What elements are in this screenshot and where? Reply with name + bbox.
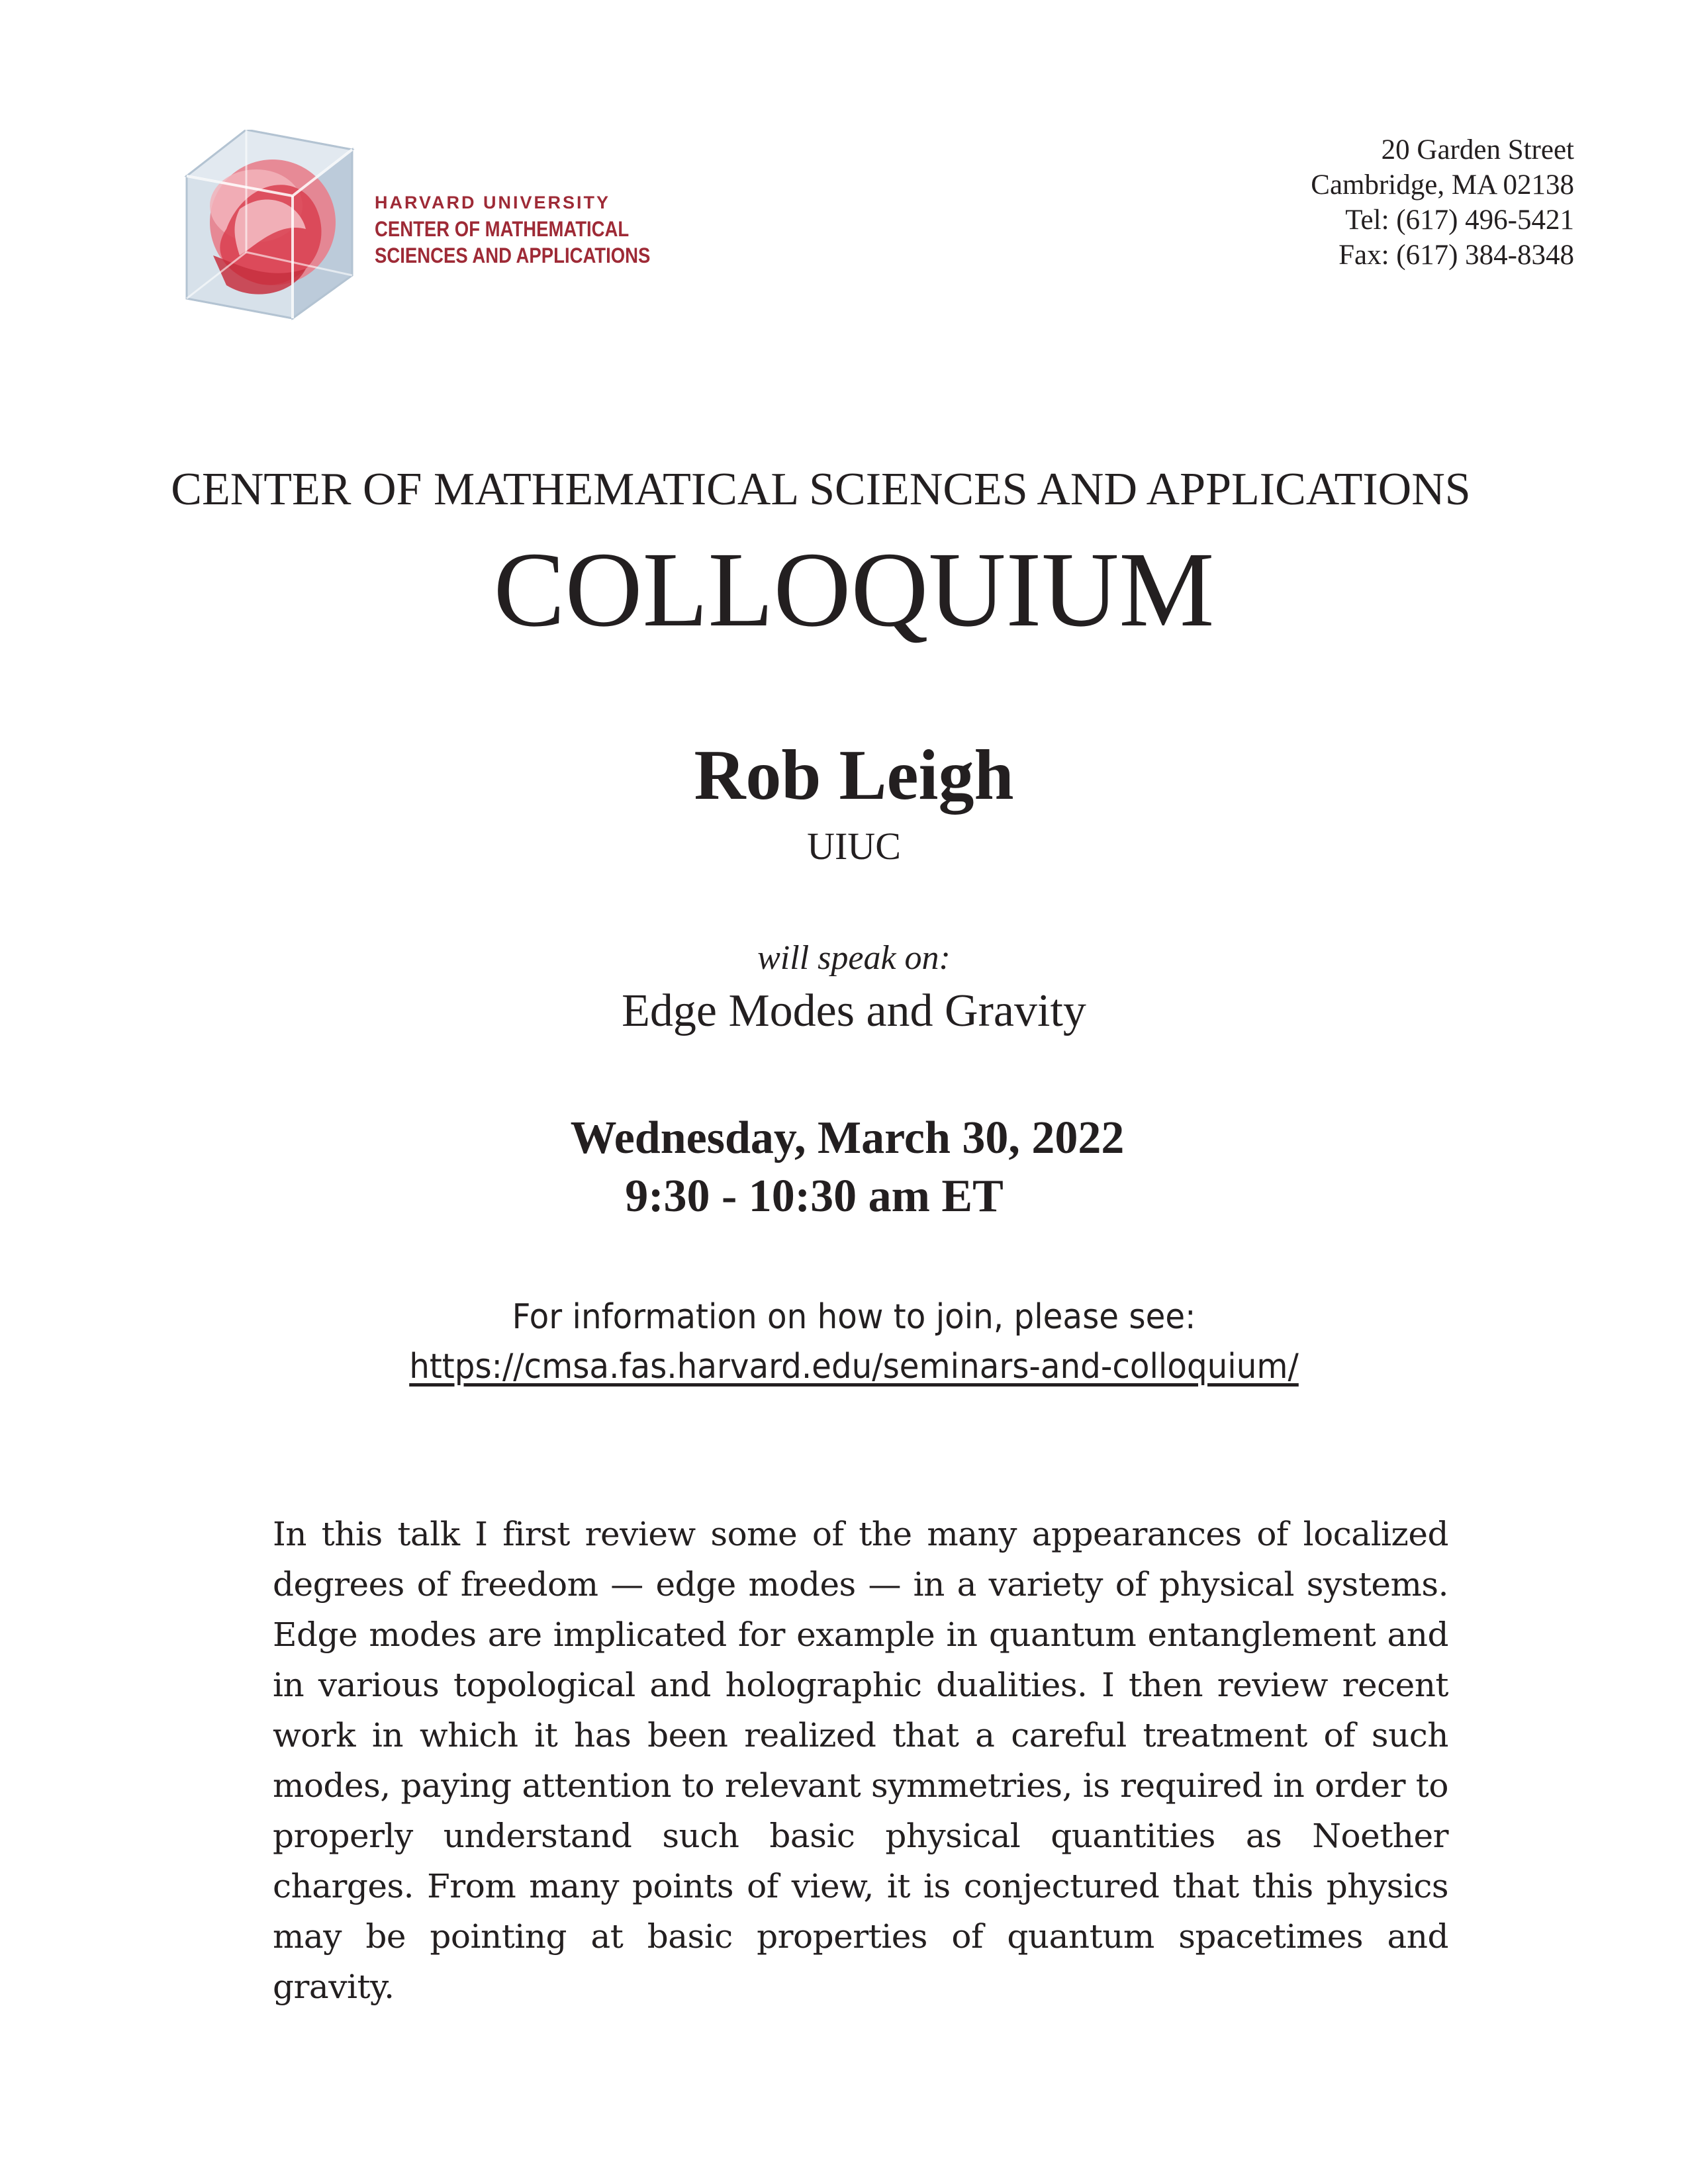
speaker-affiliation: UIUC [807, 825, 901, 868]
logo-line-university: HARVARD UNIVERSITY [375, 193, 611, 212]
logo-wordmark [375, 189, 695, 269]
address-city: Cambridge, MA 02138 [1311, 169, 1574, 201]
event-time: 9:30 - 10:30 am ET [625, 1171, 1004, 1222]
organization-heading: CENTER OF MATHEMATICAL SCIENCES AND APPLICATIONS [171, 464, 1471, 515]
address-street: 20 Garden Street [1381, 134, 1574, 165]
talk-intro: will speak on: [757, 939, 951, 977]
cmsa-logo [173, 130, 651, 322]
logo-line-center: CENTER OF MATHEMATICAL [375, 217, 630, 241]
join-info-text: For information on how to join, please see: [512, 1297, 1196, 1337]
event-title: COLLOQUIUM [493, 531, 1215, 649]
address-tel: Tel: (617) 496-5421 [1345, 205, 1574, 236]
contact-address [1311, 132, 1574, 273]
logo-line-sciences: SCIENCES AND APPLICATIONS [375, 244, 651, 267]
join-info-link[interactable]: https://cmsa.fas.harvard.edu/seminars-and-colloquium/ [409, 1347, 1299, 1387]
cmsa-cube-logo-icon [173, 130, 365, 322]
talk-abstract: In this talk I first review some of the many appearances of localized degrees of freedom — edge modes — in a variety of physical systems. Edge modes are implicated for example in quantum entanglement and in various topological and holographic dualities. I then review recent work in which it has been realized that a careful treatment of such modes, paying attention to relevant symmetries, is required in order to properly understand such basic physical quantities as Noether charges. From many points of view, it is conjectured that this physics may be pointing at basic properties of quantum spacetimes and gravity. [273, 1515, 1448, 2006]
address-fax: Fax: (617) 384-8348 [1338, 240, 1574, 271]
event-date: Wednesday, March 30, 2022 [570, 1113, 1125, 1163]
speaker-name: Rob Leigh [694, 736, 1014, 815]
talk-title: Edge Modes and Gravity [622, 985, 1086, 1036]
